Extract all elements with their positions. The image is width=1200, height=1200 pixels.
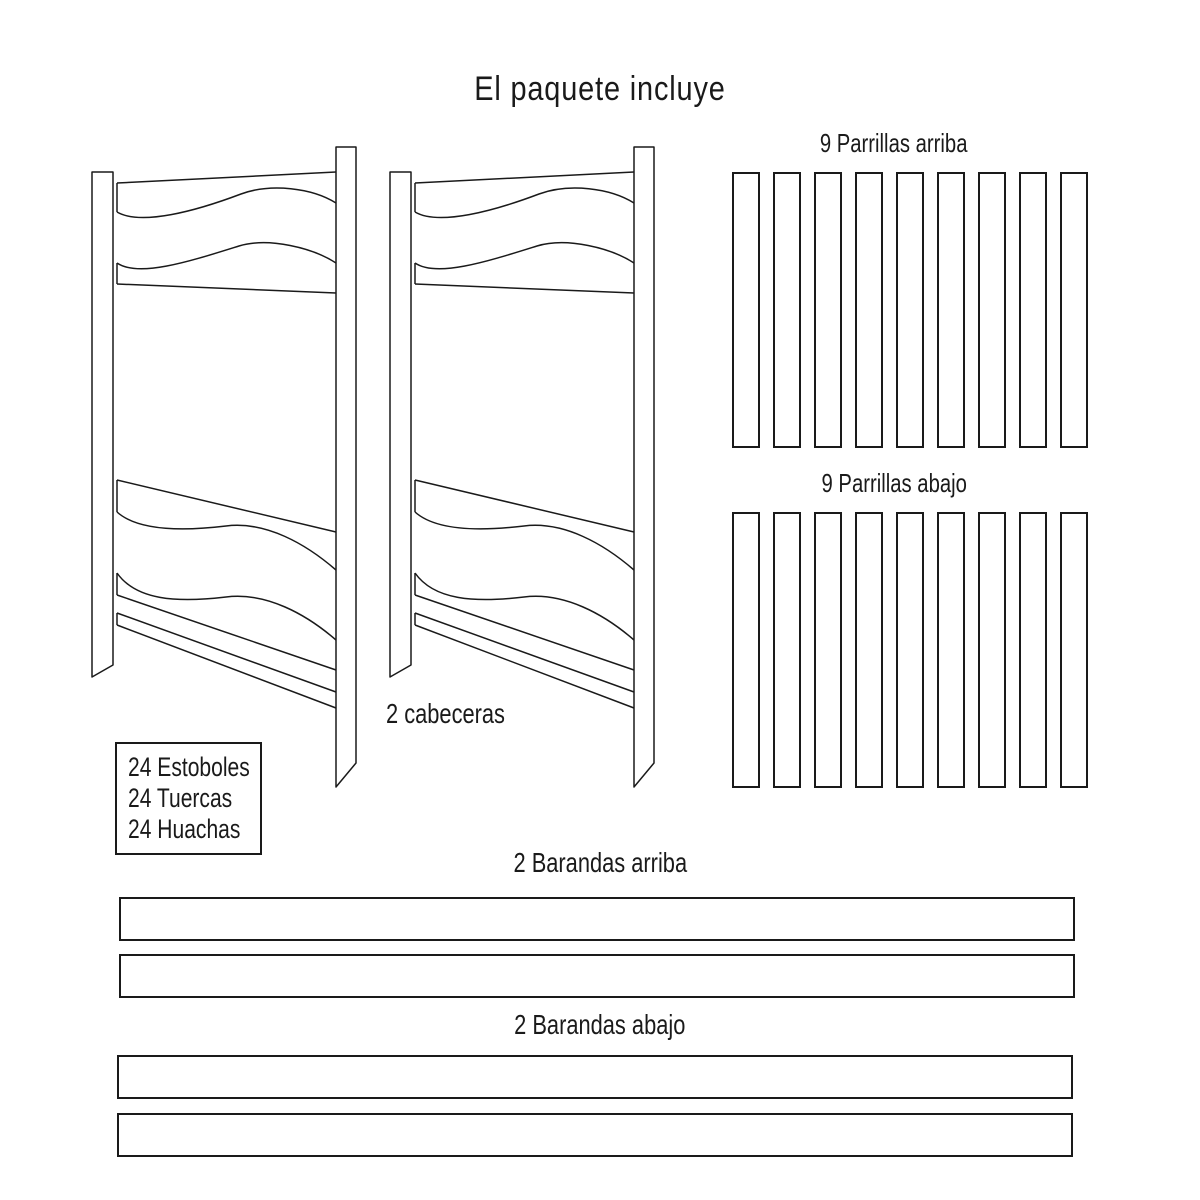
parrilla-slat [732,512,760,788]
cabeceras-group [91,146,655,788]
lower-plank2-bottom-edge [415,595,634,670]
parrilla-slat [814,172,842,448]
parrilla-slat [896,172,924,448]
lower-rail-top-edge [415,613,634,692]
hardware-item-huachas: 24 Huachas [128,814,241,844]
parrilla-slat [1019,512,1047,788]
parrillas-arriba-group [732,172,1088,448]
barandas-abajo-label: 2 Barandas abajo [514,1009,686,1040]
parrilla-slat [732,172,760,448]
parrilla-slat [1019,172,1047,448]
baranda-board [119,897,1075,941]
lower-rail-bottom-edge [117,625,336,708]
hardware-item-estoboles: 24 Estoboles [128,752,250,782]
parrilla-slat [1060,172,1088,448]
cabecera-headboard-drawing [91,146,357,788]
parrilla-slat [855,172,883,448]
left-post [390,172,411,677]
hardware-list-box [115,742,262,855]
baranda-board [117,1113,1073,1157]
parrilla-slat [855,512,883,788]
lower-rail-bottom-edge [415,625,634,708]
parrilla-slat [1060,512,1088,788]
parrilla-slat [773,512,801,788]
top-panel-wave-1 [117,188,336,217]
parrilla-slat [896,512,924,788]
lower-plank1-top-edge [117,480,336,532]
baranda-board [117,1055,1073,1099]
lower-rail-top-edge [117,613,336,692]
parrillas-arriba-label: 9 Parrillas arriba [820,128,968,158]
right-post [634,147,654,787]
barandas-abajo-group [117,1055,1073,1171]
left-post [92,172,113,677]
right-post [336,147,356,787]
parrilla-slat [978,512,1006,788]
page-title [0,70,1200,109]
parrillas-abajo-group [732,512,1088,788]
hardware-item-tuercas: 24 Tuercas [128,783,233,813]
barandas-arriba-label: 2 Barandas arriba [513,847,687,878]
top-panel-wave-2 [117,243,336,269]
parrilla-slat [814,512,842,788]
page-title-text: El paquete incluye [474,70,726,108]
lower-plank1-wave [415,512,634,570]
top-panel-top-edge [117,172,336,183]
lower-plank1-top-edge [415,480,634,532]
parrillas-abajo-label: 9 Parrillas abajo [821,468,967,498]
cabecera-headboard-drawing [389,146,655,788]
parrilla-slat [773,172,801,448]
lower-plank1-wave [117,512,336,570]
cabeceras-label: 2 cabeceras [386,698,505,729]
baranda-board [119,954,1075,998]
top-panel-bottom-edge [415,284,634,293]
parrilla-slat [937,172,965,448]
barandas-arriba-group [119,897,1075,1011]
top-panel-wave-1 [415,188,634,217]
parrilla-slat [978,172,1006,448]
top-panel-bottom-edge [117,284,336,293]
top-panel-wave-2 [415,243,634,269]
parrilla-slat [937,512,965,788]
lower-plank2-bottom-edge [117,595,336,670]
top-panel-top-edge [415,172,634,183]
